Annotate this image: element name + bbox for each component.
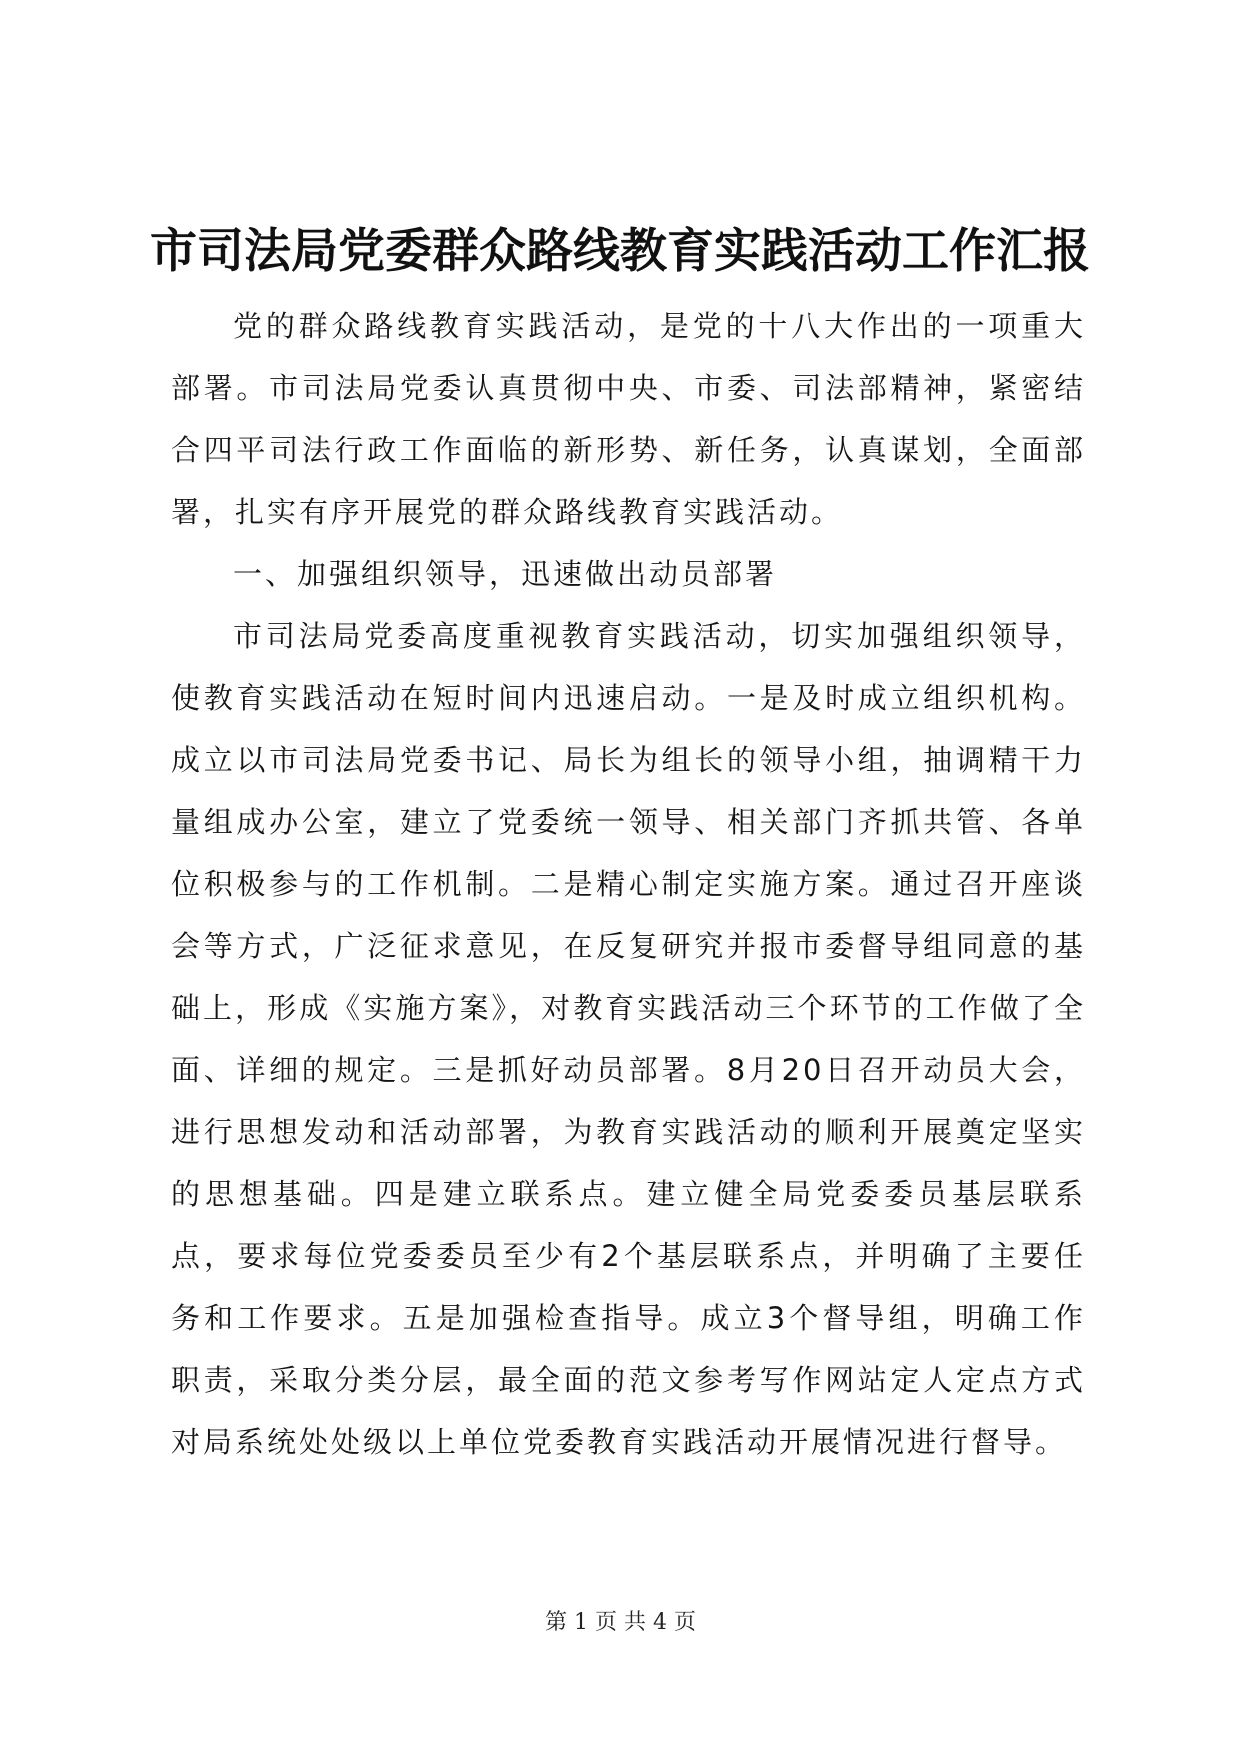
section-heading: 一、加强组织领导，迅速做出动员部署 <box>233 557 778 591</box>
document-title: 市司法局党委群众路线教育实践活动工作汇报 <box>150 224 1090 279</box>
page-footer: 第 1 页 共 4 页 <box>545 1610 696 1635</box>
section-paragraph: 市司法局党委高度重视教育实践活动，切实加强组织领导，使教育实践活动在短时间内迅速启动。一是及时成立组织机构。成立以市司法局党委书记、局长为组长的领导小组，抽调精干力量组成办公室，建立了党委统一领导、相关部门齐抓共管、各单位积极参与的工作机制。二是精心制定实施方案。通过召开座谈会等方式，广泛征求意见，在反复研究并报市委督导组同意的基础上，形成《实施方案》，对教育实践活动三个环节的工作做了全面、详细的规定。三是抓好动员部署。8月20日召开动员大会，进行思想发动和活动部署，为教育实践活动的顺利开展奠定坚实的思想基础。四是建立联系点。建立健全局党委委员基层联系点，要求每位党委委员至少有2个基层联系点，并明确了主要任务和工作要求。五是加强检查指导。成立3个督导组，明确工作职责，采取分类分层，最全面的范文参考写作网站定人定点方式对局系统处处级以上单位党委教育实践活动开展情况进行督导。 <box>171 619 1086 1459</box>
document-body <box>171 295 1086 1473</box>
intro-paragraph: 党的群众路线教育实践活动，是党的十八大作出的一项重大部署。市司法局党委认真贯彻中央、市委、司法部精神，紧密结合四平司法行政工作面临的新形势、新任务，认真谋划，全面部署，扎实有序开展党的群众路线教育实践活动。 <box>171 309 1086 529</box>
